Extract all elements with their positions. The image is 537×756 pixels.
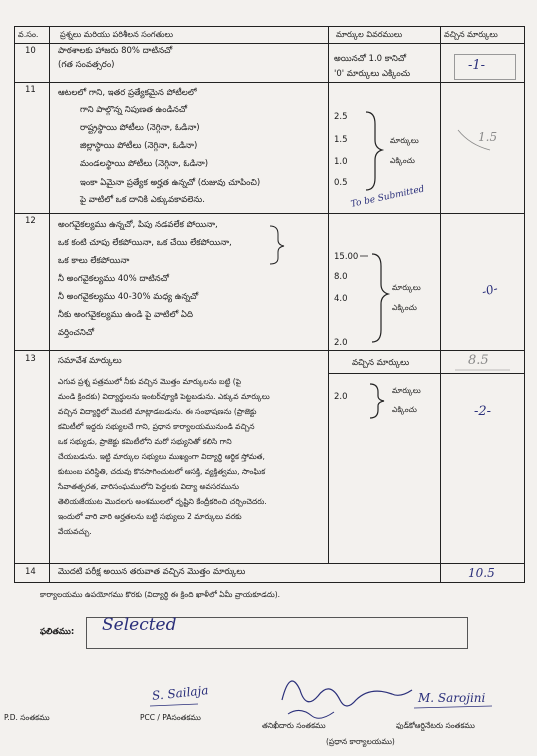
question-line: నీకు అంగవైకల్యము ఉండి పై వాటిలో ఏది: [58, 310, 193, 320]
paragraph-line: చేయబడును. ఇట్టి మార్కుల సభ్యులు ముఖ్యంగా విద్యార్థి ఆర్థిక స్తోమత,: [58, 452, 265, 461]
question-line: పాఠశాలకు హాజరు 80% దాటినచో: [58, 46, 173, 56]
brace-label: ఎక్కించు: [392, 405, 417, 414]
paragraph-line: ఇందులో వారి వారి అర్హతలను బట్టి సభ్యులు 2 మార్కులు వరకు: [58, 512, 242, 521]
row-number: 12: [25, 216, 36, 226]
paragraph-line: కమిటీలో ఇద్దరు సభ్యులచే గాని, ప్రధాన కార్యాలయమునుండి వచ్చిన: [58, 422, 255, 431]
marks-rule-line: అయినచో 1.0 కానిచో: [334, 54, 407, 64]
row13-subheader: వచ్చిన మార్కులు: [352, 358, 410, 368]
brace-label: ఎక్కించు: [390, 156, 415, 165]
marks-value: 4.0: [334, 294, 348, 304]
handwritten-mark: -2-: [474, 404, 492, 419]
result-label: ఫలితము:: [40, 627, 75, 637]
question-line: గాని పాల్గొన్న నిపుణత ఉండినచో: [80, 105, 188, 115]
question-line: మొదటి పరీక్ష అయిన తరువాత వచ్చిన మొత్తం మార్కులు: [58, 567, 246, 577]
question-line: మండలస్థాయి పోటీలు (నెగ్గినా, ఓడినా): [80, 159, 209, 169]
header-marks-awarded: వచ్చిన మార్కులు: [444, 30, 498, 39]
row-title: సమావేశ మార్కులు: [58, 356, 122, 366]
handwritten-mark: -1-: [468, 58, 486, 73]
question-line: (గత సంవత్సరం): [58, 60, 115, 70]
question-line: వర్తించనిచో: [58, 328, 94, 338]
question-line: జిల్లాస్థాయి పోటీలు (నెగ్గినా, ఓడినా): [80, 141, 198, 151]
handwritten-note: To be Submitted: [350, 184, 426, 210]
header-marks-detail: మార్కుల వివరములు: [336, 30, 403, 39]
question-line: ఇంకా ఏమైనా ప్రత్యేక అర్హత ఉన్నచో (రుజువు చూపించి): [80, 178, 261, 188]
marks-value: 1.0: [334, 157, 348, 167]
handwritten-mark: 1.5: [478, 130, 498, 144]
brace-shape: [270, 226, 284, 264]
marks-value: 0.5: [334, 178, 348, 188]
coordinator-signature: M. Sarojini: [418, 691, 486, 705]
row-number: 14: [25, 567, 36, 577]
handwritten-total: 10.5: [468, 566, 495, 580]
marks-value: 15.00: [334, 252, 359, 262]
question-line: నీ అంగవైకల్యము 40-30% మధ్య ఉన్నచో: [58, 292, 199, 302]
marks-rule-line: '0' మార్కులు ఎక్కించు: [334, 69, 411, 79]
paragraph-line: తెలియజేయుట మొదలగు అంశములలో దృష్టిని కేంద్రీకరించి చర్చించెదరు.: [58, 497, 267, 506]
handwritten-subtotal: 8.5: [468, 353, 489, 368]
paragraph-line: సేవాతత్పరత, వారిసంఘములోని పెద్దలకు విద్యా అవసరమును: [58, 482, 239, 491]
question-line: ఆటలలో గాని, ఇతర ప్రత్యేకమైన పోటీలలో: [58, 88, 197, 98]
inspector-signature-label: తనిఖీదారు సంతకము: [262, 721, 326, 730]
coordinator-signature-label: ఫుడ్‌కోఆర్డినేటరు సంతకము: [396, 721, 475, 730]
pcc-signature: S. Sailaja: [151, 683, 210, 703]
paragraph-line: వేయవచ్చు.: [58, 527, 92, 536]
marks-value: 2.5: [334, 112, 348, 122]
marks-value: 2.0: [334, 338, 348, 348]
inspector-signature-sublabel: (ప్రధాన కార్యాలయము): [326, 737, 395, 746]
office-use-note: కార్యాలయము ఉపయోగము కొరకు (విద్యార్థి ఈ క్రింది ఖాళీలో ఏమీ వ్రాయకూడదు).: [40, 590, 281, 599]
paragraph-line: మండి క్రిందకు) విద్యార్థులను ఇంటర్‌వ్యూకి పెట్టబడును. ఎక్కువ మార్కులు: [58, 392, 270, 401]
paragraph-line: ఒక సభ్యుడు, ప్రాజెక్టు కమిటీలోని మరో సభ్యునితో కలిసి గాని: [58, 437, 232, 446]
header-serial-number: వ.సం.: [18, 30, 39, 39]
question-line: నీ అంగవైకల్యము 40% దాటినచో: [58, 274, 169, 284]
marks-value: 1.5: [334, 135, 348, 145]
marks-value: 2.0: [334, 392, 348, 402]
question-line: పై వాటిలో ఒక దానికి ఎక్కువకావలెను.: [80, 195, 205, 205]
paragraph-line: కుటుంబ పరిస్థితి, చదువు కొనసాగించుటలో ఆసక్తి, వ్యక్తిత్వము, సాంఘిక: [58, 467, 266, 476]
question-line: రాష్ట్రస్థాయి పోటీలు (నెగ్గినా, ఓడినా): [80, 123, 200, 133]
brace-label: మార్కులు: [392, 386, 421, 395]
brace-label: మార్కులు: [390, 136, 419, 145]
result-value: Selected: [102, 615, 177, 635]
marks-value: 8.0: [334, 272, 348, 282]
header-questions: ప్రశ్నలు మరియు పరిశీలన సంగతులు: [60, 30, 173, 39]
row-number: 10: [25, 46, 36, 56]
brace-label: మార్కులు: [392, 283, 421, 292]
signature-scribble: [282, 681, 412, 706]
paragraph-line: వచ్చిన విద్యార్థిలో మొదటి మాట్లాడబడును. ఈ సంభాషణను (ప్రాజెక్టు: [58, 407, 257, 416]
pd-signature-label: P.D. సంతకము: [4, 713, 50, 722]
brace-shape: [366, 112, 382, 190]
row-number: 11: [25, 85, 36, 95]
brace-shape: [370, 384, 384, 418]
handwritten-mark: -0-: [480, 281, 500, 299]
paragraph-line: ఎగువ ప్రశ్న పత్రములో నీకు వచ్చిన మొత్తం మార్కులను బట్టి (పై: [58, 377, 242, 386]
question-line: అంగవైకల్యము ఉన్నచో, పిపు నడవలేక పోయినా,: [58, 220, 218, 230]
row-number: 13: [25, 354, 36, 364]
brace-shape: [372, 254, 388, 342]
brace-label: ఎక్కించు: [392, 303, 417, 312]
question-line: ఒక కాలు లేకపోయినా: [58, 256, 130, 266]
question-line: ఒక కంటి చూపు లేకపోయినా, ఒక చేయి లేకపోయినా,: [58, 238, 232, 248]
pcc-signature-label: PCC / PAసంతకము: [140, 713, 201, 722]
